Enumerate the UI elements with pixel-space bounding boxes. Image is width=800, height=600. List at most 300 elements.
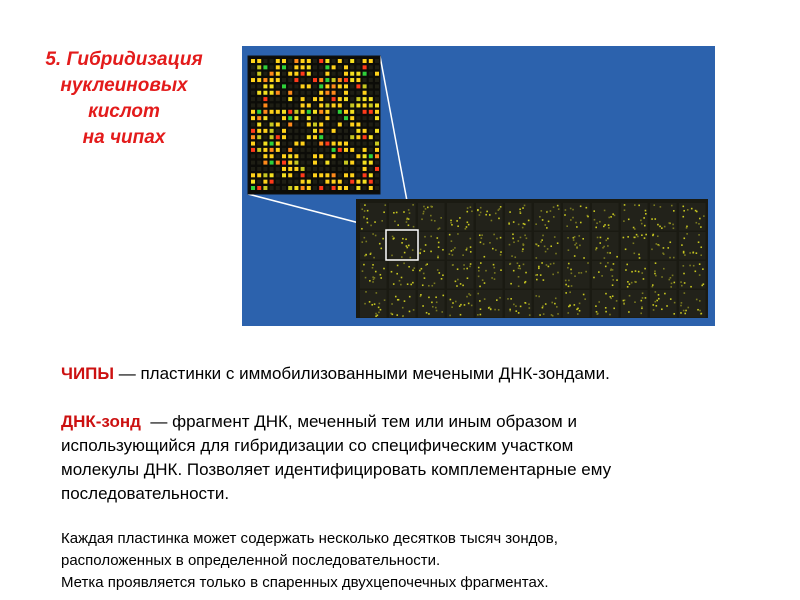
- array-spot: [470, 251, 472, 253]
- note-line: Метка проявляется только в спаренных двухцепочечных фрагментах.: [61, 574, 549, 591]
- array-spot: [402, 315, 404, 317]
- array-spot: [356, 154, 360, 158]
- array-spot: [574, 304, 576, 306]
- array-spot: [535, 243, 537, 245]
- array-spot: [270, 91, 274, 95]
- array-spot: [344, 110, 348, 114]
- array-spot: [375, 313, 377, 315]
- array-spot: [511, 255, 513, 257]
- array-spot: [325, 123, 329, 127]
- array-spot: [356, 180, 360, 184]
- array-spot: [539, 314, 541, 316]
- array-spot: [635, 270, 637, 272]
- array-spot: [572, 209, 574, 211]
- array-spot: [363, 180, 367, 184]
- array-spot: [653, 204, 655, 206]
- array-spot: [294, 103, 298, 107]
- array-spot: [607, 252, 609, 254]
- array-spot: [485, 214, 487, 216]
- array-spot: [263, 123, 267, 127]
- array-spot: [494, 309, 496, 311]
- array-spot: [584, 298, 586, 300]
- array-spot: [294, 84, 298, 88]
- array-spot: [425, 208, 427, 210]
- array-spot: [276, 167, 280, 171]
- zoomed-spot-grid: [251, 59, 379, 190]
- array-spot: [574, 275, 576, 277]
- array-spot: [644, 268, 646, 270]
- spot-block: [563, 232, 590, 260]
- array-spot: [263, 186, 267, 190]
- array-spot: [552, 274, 554, 276]
- array-spot: [307, 59, 311, 63]
- array-spot: [420, 294, 422, 296]
- array-spot: [369, 65, 373, 69]
- array-spot: [319, 135, 323, 139]
- array-spot: [363, 142, 367, 146]
- array-spot: [406, 219, 408, 221]
- array-spot: [438, 242, 440, 244]
- spot-block: [476, 290, 503, 318]
- array-spot: [257, 161, 261, 165]
- array-spot: [307, 91, 311, 95]
- array-spot: [294, 78, 298, 82]
- array-spot: [276, 135, 280, 139]
- array-spot: [282, 65, 286, 69]
- array-spot: [301, 78, 305, 82]
- array-spot: [251, 161, 255, 165]
- array-spot: [301, 65, 305, 69]
- array-spot: [579, 303, 581, 305]
- array-spot: [301, 91, 305, 95]
- array-spot: [459, 217, 461, 219]
- array-spot: [455, 301, 457, 303]
- array-spot: [263, 84, 267, 88]
- array-spot: [449, 315, 451, 317]
- array-spot: [364, 303, 366, 305]
- array-spot: [369, 135, 373, 139]
- spot-block: [418, 261, 445, 289]
- array-spot: [270, 123, 274, 127]
- array-spot: [263, 129, 267, 133]
- array-spot: [540, 241, 542, 243]
- array-spot: [479, 300, 481, 302]
- spot-block: [592, 261, 619, 289]
- array-spot: [325, 65, 329, 69]
- array-spot: [361, 208, 363, 210]
- array-spot: [350, 142, 354, 146]
- array-spot: [372, 267, 374, 269]
- array-spot: [477, 210, 479, 212]
- spot-block: [418, 232, 445, 260]
- array-spot: [641, 223, 643, 225]
- array-spot: [263, 91, 267, 95]
- array-spot: [639, 257, 641, 259]
- array-spot: [363, 161, 367, 165]
- array-spot: [369, 280, 371, 282]
- array-spot: [605, 240, 607, 242]
- array-spot: [663, 268, 665, 270]
- spot-block: [679, 232, 706, 260]
- array-spot: [653, 309, 655, 311]
- array-spot: [657, 224, 659, 226]
- array-spot: [356, 123, 360, 127]
- array-spot: [568, 285, 570, 287]
- array-spot: [375, 97, 379, 101]
- array-spot: [369, 186, 373, 190]
- array-spot: [609, 252, 611, 254]
- array-spot: [392, 313, 394, 315]
- array-spot: [391, 271, 393, 273]
- array-spot: [288, 167, 292, 171]
- array-spot: [369, 59, 373, 63]
- array-spot: [313, 180, 317, 184]
- array-spot: [401, 277, 403, 279]
- array-spot: [288, 123, 292, 127]
- array-spot: [601, 275, 603, 277]
- array-spot: [307, 173, 311, 177]
- array-spot: [661, 227, 663, 229]
- slide-title: [18, 47, 230, 151]
- array-spot: [661, 308, 663, 310]
- array-spot: [471, 305, 473, 307]
- array-spot: [538, 245, 540, 247]
- array-spot: [251, 65, 255, 69]
- array-spot: [440, 217, 442, 219]
- array-spot: [375, 129, 379, 133]
- array-spot: [294, 135, 298, 139]
- array-spot: [518, 276, 520, 278]
- array-spot: [325, 186, 329, 190]
- array-spot: [288, 103, 292, 107]
- spot-block: [534, 261, 561, 289]
- array-spot: [332, 103, 336, 107]
- array-spot: [356, 161, 360, 165]
- array-spot: [374, 221, 376, 223]
- array-spot: [578, 272, 580, 274]
- array-spot: [369, 154, 373, 158]
- array-spot: [344, 59, 348, 63]
- array-spot: [344, 180, 348, 184]
- array-spot: [595, 305, 597, 307]
- array-spot: [270, 72, 274, 76]
- array-spot: [522, 243, 524, 245]
- spot-block: [592, 232, 619, 260]
- array-spot: [493, 267, 495, 269]
- array-spot: [596, 311, 598, 313]
- array-spot: [680, 305, 682, 307]
- array-spot: [550, 210, 552, 212]
- spot-block: [563, 290, 590, 318]
- array-spot: [686, 233, 688, 235]
- array-spot: [251, 110, 255, 114]
- array-spot: [491, 277, 493, 279]
- array-spot: [257, 180, 261, 184]
- array-spot: [332, 148, 336, 152]
- array-spot: [369, 78, 373, 82]
- array-spot: [270, 78, 274, 82]
- array-spot: [652, 284, 654, 286]
- array-spot: [515, 305, 517, 307]
- array-spot: [513, 241, 515, 243]
- array-spot: [363, 110, 367, 114]
- array-spot: [633, 242, 635, 244]
- array-spot: [395, 296, 397, 298]
- array-spot: [369, 116, 373, 120]
- array-spot: [263, 65, 267, 69]
- array-spot: [251, 84, 255, 88]
- array-spot: [313, 167, 317, 171]
- array-spot: [687, 209, 689, 211]
- array-spot: [579, 310, 581, 312]
- array-spot: [637, 236, 639, 238]
- array-spot: [431, 302, 433, 304]
- array-spot: [507, 298, 509, 300]
- spot-block: [476, 261, 503, 289]
- array-spot: [257, 103, 261, 107]
- array-spot: [595, 249, 597, 251]
- array-spot: [551, 314, 553, 316]
- array-spot: [363, 264, 365, 266]
- array-spot: [338, 186, 342, 190]
- array-spot: [663, 247, 665, 249]
- array-spot: [332, 84, 336, 88]
- array-spot: [263, 173, 267, 177]
- array-spot: [469, 266, 471, 268]
- array-spot: [399, 280, 401, 282]
- array-spot: [464, 304, 466, 306]
- array-spot: [400, 284, 402, 286]
- array-spot: [319, 116, 323, 120]
- array-spot: [570, 269, 572, 271]
- array-spot: [307, 110, 311, 114]
- array-spot: [673, 210, 675, 212]
- array-spot: [356, 59, 360, 63]
- array-spot: [371, 304, 373, 306]
- array-spot: [605, 293, 607, 295]
- array-spot: [370, 253, 372, 255]
- array-spot: [468, 303, 470, 305]
- array-spot: [674, 282, 676, 284]
- array-spot: [451, 306, 453, 308]
- array-spot: [658, 245, 660, 247]
- array-spot: [363, 167, 367, 171]
- array-spot: [513, 270, 515, 272]
- array-spot: [634, 301, 636, 303]
- array-spot: [683, 265, 685, 267]
- probe-definition-line: последовательности.: [61, 484, 230, 503]
- array-spot: [408, 224, 410, 226]
- array-spot: [567, 312, 569, 314]
- array-spot: [608, 217, 610, 219]
- array-spot: [325, 103, 329, 107]
- array-spot: [568, 249, 570, 251]
- array-spot: [363, 103, 367, 107]
- array-spot: [700, 226, 702, 228]
- array-spot: [350, 180, 354, 184]
- array-spot: [356, 103, 360, 107]
- array-spot: [522, 250, 524, 252]
- array-spot: [288, 110, 292, 114]
- array-spot: [451, 250, 453, 252]
- array-spot: [344, 97, 348, 101]
- array-spot: [528, 303, 530, 305]
- array-spot: [466, 248, 468, 250]
- array-spot: [627, 281, 629, 283]
- array-spot: [383, 268, 385, 270]
- array-spot: [510, 298, 512, 300]
- array-spot: [373, 257, 375, 259]
- array-spot: [655, 275, 657, 277]
- array-spot: [565, 280, 567, 282]
- array-spot: [338, 97, 342, 101]
- array-spot: [613, 308, 615, 310]
- array-spot: [428, 313, 430, 315]
- array-spot: [489, 242, 491, 244]
- array-spot: [350, 103, 354, 107]
- array-spot: [294, 148, 298, 152]
- array-spot: [270, 161, 274, 165]
- array-spot: [496, 238, 498, 240]
- array-spot: [301, 103, 305, 107]
- array-spot: [457, 279, 459, 281]
- array-spot: [369, 91, 373, 95]
- array-spot: [251, 123, 255, 127]
- array-spot: [470, 238, 472, 240]
- array-spot: [307, 180, 311, 184]
- spot-block: [679, 290, 706, 318]
- array-spot: [546, 227, 548, 229]
- array-spot: [577, 313, 579, 315]
- array-spot: [542, 307, 544, 309]
- array-spot: [536, 279, 538, 281]
- array-spot: [468, 293, 470, 295]
- array-spot: [294, 154, 298, 158]
- array-spot: [307, 161, 311, 165]
- array-spot: [488, 307, 490, 309]
- array-spot: [373, 278, 375, 280]
- array-spot: [338, 59, 342, 63]
- array-spot: [426, 263, 428, 265]
- array-spot: [369, 148, 373, 152]
- array-spot: [500, 269, 502, 271]
- array-spot: [587, 262, 589, 264]
- array-spot: [294, 65, 298, 69]
- array-spot: [356, 65, 360, 69]
- array-spot: [325, 84, 329, 88]
- probe-definition-line: молекулы ДНК. Позволяет идентифицировать комплементарные ему: [61, 460, 612, 479]
- array-spot: [270, 167, 274, 171]
- array-spot: [338, 129, 342, 133]
- array-spot: [301, 129, 305, 133]
- array-spot: [543, 279, 545, 281]
- array-spot: [288, 148, 292, 152]
- array-spot: [466, 249, 468, 251]
- array-spot: [282, 142, 286, 146]
- array-spot: [684, 292, 686, 294]
- array-spot: [522, 227, 524, 229]
- array-spot: [364, 204, 366, 206]
- array-spot: [406, 245, 408, 247]
- array-spot: [494, 272, 496, 274]
- array-spot: [332, 167, 336, 171]
- array-spot: [396, 314, 398, 316]
- array-spot: [344, 91, 348, 95]
- array-spot: [263, 78, 267, 82]
- array-spot: [282, 110, 286, 114]
- array-spot: [663, 253, 665, 255]
- array-spot: [270, 148, 274, 152]
- array-spot: [452, 254, 454, 256]
- array-spot: [263, 72, 267, 76]
- array-spot: [313, 123, 317, 127]
- array-spot: [367, 222, 369, 224]
- array-spot: [375, 235, 377, 237]
- array-spot: [547, 248, 549, 250]
- array-spot: [660, 206, 662, 208]
- array-spot: [257, 129, 261, 133]
- array-spot: [294, 116, 298, 120]
- array-spot: [392, 236, 394, 238]
- array-spot: [463, 268, 465, 270]
- array-spot: [634, 228, 636, 230]
- array-spot: [307, 103, 311, 107]
- array-spot: [519, 268, 521, 270]
- array-spot: [356, 110, 360, 114]
- array-spot: [263, 154, 267, 158]
- array-spot: [270, 65, 274, 69]
- array-spot: [583, 257, 585, 259]
- array-spot: [493, 264, 495, 266]
- array-spot: [645, 210, 647, 212]
- array-spot: [319, 103, 323, 107]
- array-spot: [313, 103, 317, 107]
- array-spot: [628, 311, 630, 313]
- spot-block: [360, 203, 387, 231]
- spot-block: [476, 203, 503, 231]
- array-spot: [423, 250, 425, 252]
- probe-definition-line: — фрагмент ДНК, меченный тем или иным образом и: [140, 412, 577, 431]
- title-line: кислот: [88, 101, 160, 122]
- array-spot: [319, 78, 323, 82]
- array-spot: [610, 216, 612, 218]
- array-spot: [539, 216, 541, 218]
- array-spot: [282, 97, 286, 101]
- array-spot: [459, 305, 461, 307]
- array-spot: [393, 212, 395, 214]
- array-spot: [509, 244, 511, 246]
- array-spot: [641, 234, 643, 236]
- array-spot: [356, 142, 360, 146]
- array-spot: [356, 167, 360, 171]
- array-spot: [313, 78, 317, 82]
- array-spot: [577, 308, 579, 310]
- array-spot: [571, 285, 573, 287]
- array-spot: [436, 301, 438, 303]
- array-spot: [542, 219, 544, 221]
- array-spot: [428, 297, 430, 299]
- array-spot: [301, 161, 305, 165]
- array-spot: [313, 84, 317, 88]
- array-spot: [545, 251, 547, 253]
- array-spot: [282, 72, 286, 76]
- array-spot: [375, 116, 379, 120]
- array-spot: [509, 310, 511, 312]
- array-spot: [430, 206, 432, 208]
- array-spot: [325, 154, 329, 158]
- array-spot: [282, 161, 286, 165]
- array-spot: [607, 262, 609, 264]
